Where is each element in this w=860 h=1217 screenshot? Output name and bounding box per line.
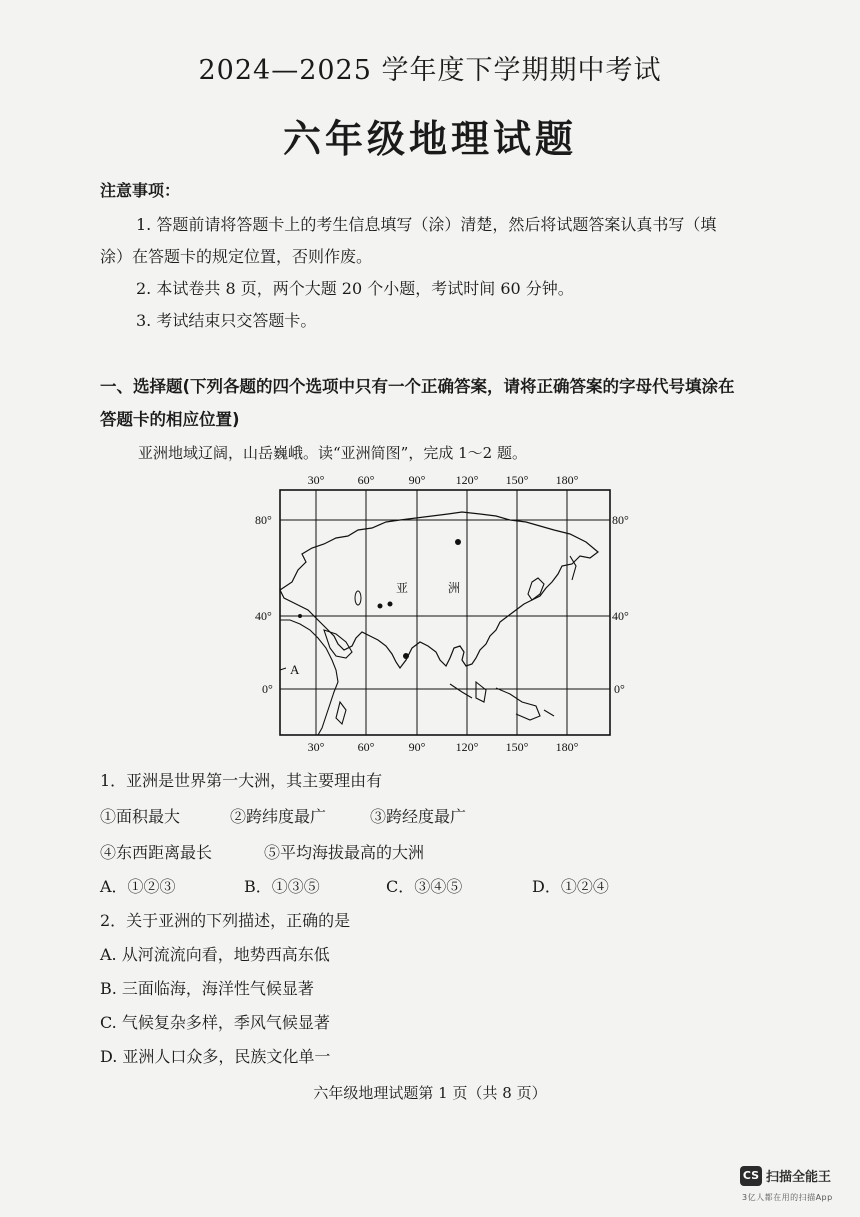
asia-landmass — [280, 512, 598, 668]
scanner-logo — [740, 1165, 831, 1186]
lake-mark — [378, 604, 383, 609]
kamchatka — [570, 556, 576, 580]
notice-line-1b: 涂）在答题卡的规定位置，否则作废。 — [100, 247, 373, 266]
map-label-zhou: 洲 — [448, 581, 461, 595]
exam-subtitle: 六年级地理试题 — [282, 117, 577, 161]
lat-label-right: 80° — [612, 513, 629, 527]
lat-label-left: 80° — [255, 513, 272, 527]
lat-label-right: 0° — [614, 682, 625, 696]
q1-option-a[interactable]: A．①②③ — [100, 877, 176, 896]
lon-label-top: 30° — [307, 473, 325, 487]
lon-label-bottom: 180° — [555, 740, 579, 754]
japan-island — [528, 578, 544, 600]
lon-label-bottom: 30° — [307, 740, 325, 754]
scanner-brand: 扫描全能王 — [766, 1170, 832, 1185]
page-footer: 六年级地理试题第 1 页（共 8 页） — [313, 1084, 547, 1102]
lon-label-top: 120° — [455, 473, 479, 487]
q1-option-d[interactable]: D．①②④ — [532, 877, 609, 896]
q1-stem: 1．亚洲是世界第一大洲，其主要理由有 — [100, 771, 383, 790]
lake-baikal — [455, 539, 461, 545]
lon-label-bottom: 60° — [357, 740, 375, 754]
scanner-tagline: 3亿人都在用的扫描App — [742, 1193, 833, 1202]
map-label-a: A — [290, 662, 300, 677]
africa-landmass — [280, 620, 338, 735]
city-mark — [403, 653, 409, 659]
lon-label-top: 90° — [408, 473, 426, 487]
madagascar — [336, 702, 346, 724]
q1-statement: ④东西距离最长 — [100, 843, 213, 862]
lon-label-top: 60° — [357, 473, 375, 487]
question-intro: 亚洲地域辽阔，山岳巍峨。读“亚洲简图”，完成 1～2 题。 — [138, 444, 527, 462]
city-mark — [298, 614, 302, 618]
lon-label-bottom: 90° — [408, 740, 426, 754]
se-asia-islands — [450, 682, 554, 720]
lat-label-left: 40° — [255, 609, 272, 623]
lon-label-bottom: 120° — [455, 740, 479, 754]
lon-label-bottom: 150° — [505, 740, 529, 754]
section-heading-a: 一、选择题(下列各题的四个选项中只有一个正确答案，请将正确答案的字母代号填涂在 — [100, 377, 735, 396]
notice-line-3: 3. 考试结束只交答题卡。 — [136, 311, 317, 330]
q1-statement: ⑤平均海拔最高的大洲 — [264, 843, 425, 862]
lat-label-right: 40° — [612, 609, 629, 623]
q2-option-b[interactable]: B. 三面临海，海洋性气候显著 — [100, 979, 314, 998]
lon-label-top: 180° — [555, 473, 579, 487]
q2-stem: 2．关于亚洲的下列描述，正确的是 — [100, 911, 351, 930]
caspian-sea — [355, 591, 361, 605]
notice-line-2: 2. 本试卷共 8 页，两个大题 20 个小题，考试时间 60 分钟。 — [136, 279, 574, 298]
map-frame — [280, 490, 610, 735]
q2-option-a[interactable]: A. 从河流流向看，地势西高东低 — [100, 945, 330, 964]
q1-statement: ②跨纬度最广 — [230, 807, 327, 826]
asia-map — [240, 470, 640, 760]
lon-label-top: 150° — [505, 473, 529, 487]
notice-line-1a: 1. 答题前请将答题卡上的考生信息填写（涂）清楚，然后将试题答案认真书写（填 — [136, 215, 717, 234]
map-label-ya: 亚 — [396, 581, 409, 595]
q2-option-c[interactable]: C. 气候复杂多样，季风气候显著 — [100, 1013, 330, 1032]
q1-statement: ①面积最大 — [100, 807, 181, 826]
section-heading-b: 答题卡的相应位置) — [100, 410, 240, 429]
q1-option-b[interactable]: B．①③⑤ — [244, 877, 320, 896]
q2-option-d[interactable]: D. 亚洲人口众多，民族文化单一 — [100, 1047, 331, 1066]
q1-option-c[interactable]: C．③④⑤ — [386, 877, 463, 896]
notice-heading: 注意事项： — [100, 181, 181, 200]
lake-mark — [388, 602, 393, 607]
q1-statement: ③跨经度最广 — [370, 807, 467, 826]
lat-label-left: 0° — [262, 682, 273, 696]
camscanner-icon: CS — [740, 1166, 762, 1186]
exam-title: 2024—2025 学年度下学期期中考试 — [198, 55, 662, 86]
